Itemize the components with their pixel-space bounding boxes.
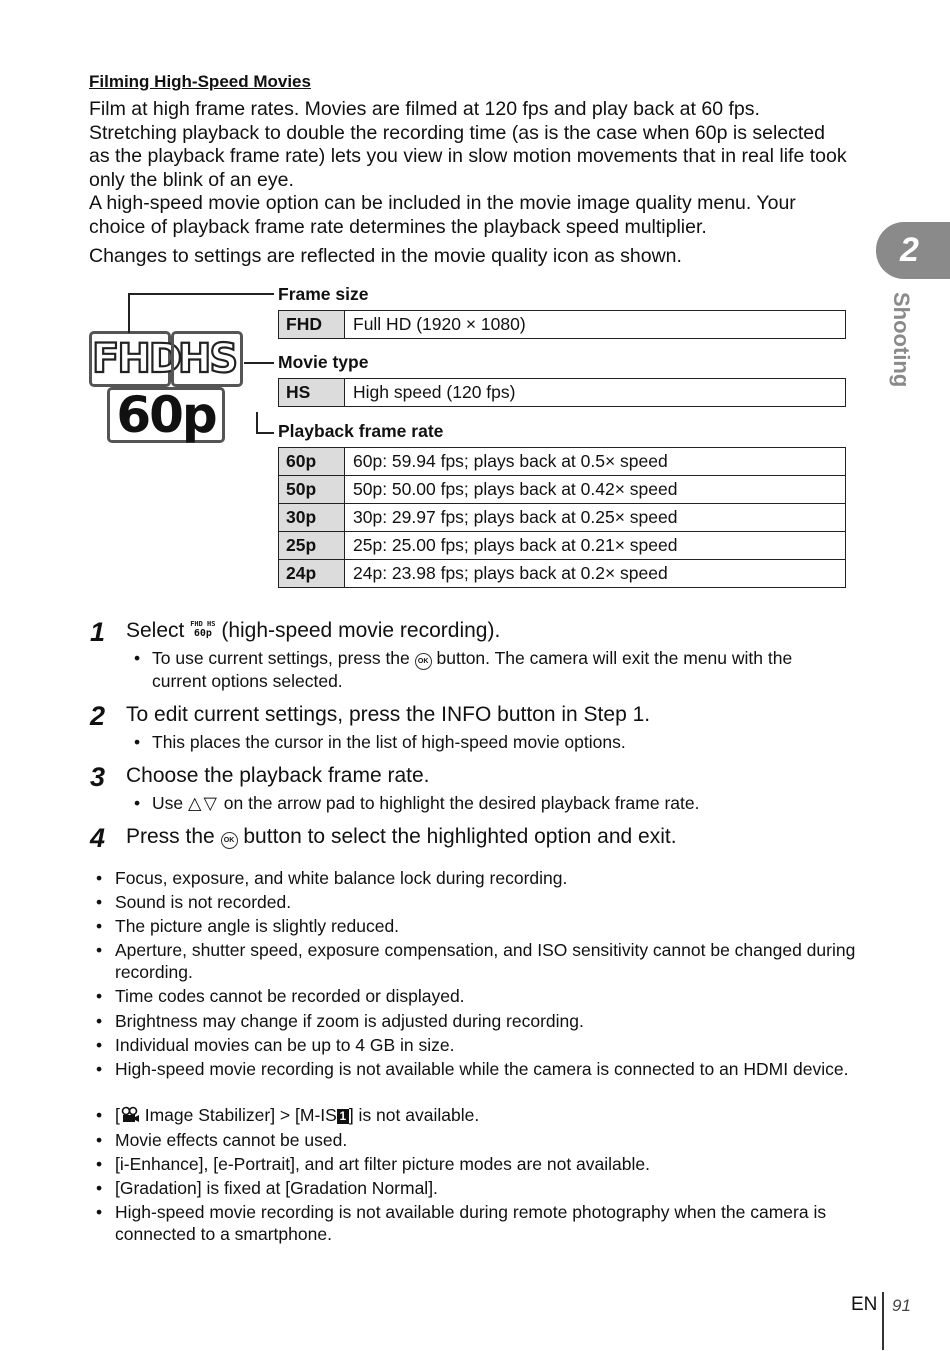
mini-icon-top: FHD HS (190, 620, 216, 628)
step-2-sub-text: This places the cursor in the list of high-speed movie options. (152, 732, 626, 752)
table-row (279, 560, 846, 588)
bullet: • (96, 1059, 103, 1079)
connector-frame-size-h (128, 293, 274, 295)
footer-divider (882, 1292, 884, 1350)
frame-size-desc: Full HD (1920 × 1080) (345, 311, 846, 339)
playback-table (278, 447, 846, 588)
note-text: Focus, exposure, and white balance lock during recording. (115, 868, 568, 888)
note-item (96, 1034, 856, 1056)
connector-frame-size-v (128, 293, 130, 333)
note-item (96, 891, 856, 913)
bullet: • (134, 732, 141, 752)
ok-button-icon: OK (415, 653, 432, 670)
note-text: [Gradation] is fixed at [Gradation Normal]. (115, 1178, 438, 1198)
icon-hs-box (171, 331, 243, 387)
bullet: • (134, 648, 141, 668)
bullet: • (134, 793, 141, 813)
icon-rate-text: 60p (116, 386, 216, 444)
mini-icon-rate: 60p (193, 628, 212, 639)
bullet: • (96, 892, 103, 912)
table-row (279, 532, 846, 560)
frame-size-table (278, 310, 846, 339)
connector-playback-h (256, 432, 274, 434)
icon-fhd-text: FHD (92, 336, 181, 382)
icon-fhd-box (89, 331, 181, 387)
step-1-sub-post: button. The camera will exit the menu with the current options selected. (152, 648, 793, 691)
note-item (96, 985, 856, 1007)
step-3-text: Choose the playback frame rate. (126, 764, 430, 787)
bullet: • (96, 1202, 103, 1222)
note-item (96, 1153, 856, 1175)
step-number: 4 (90, 823, 106, 853)
note-text: Sound is not recorded. (115, 892, 292, 912)
icon-hs-text: HS (177, 336, 237, 382)
intro-paragraph-2: A high-speed movie option can be included in the movie image quality menu. Your choice of playback frame rate determines the playback speed multiplier. (89, 192, 796, 238)
section-title: Filming High-Speed Movies (89, 72, 311, 91)
mode-number-badge: 1 (337, 1109, 349, 1124)
bullet: • (96, 940, 103, 960)
note-item (96, 1129, 856, 1151)
note-item (96, 1177, 856, 1199)
step-1-post: (high-speed movie recording). (215, 619, 501, 642)
chapter-label-text: Shooting (889, 292, 914, 388)
intro-text (89, 98, 849, 269)
note-item (96, 867, 856, 889)
playback-desc: 30p: 29.97 fps; plays back at 0.25× speed (345, 504, 846, 532)
bullet: • (96, 986, 103, 1006)
note-item (96, 915, 856, 937)
playback-desc: 24p: 23.98 fps; plays back at 0.2× speed (345, 560, 846, 588)
note-text: Brightness may change if zoom is adjusted during recording. (115, 1011, 584, 1031)
playback-code: 24p (279, 560, 345, 588)
note-text-stabilizer (96, 1104, 856, 1128)
step-1-sub-text (134, 647, 844, 693)
step-number: 2 (90, 701, 106, 731)
label-movie-type: Movie type (278, 352, 369, 372)
step-number: 1 (90, 617, 106, 647)
note9-mid: Image Stabilizer] > [M-IS (139, 1105, 337, 1125)
up-down-arrow-icon: △▽ (187, 794, 219, 814)
connector-playback-v (256, 412, 258, 433)
step-3-sub-text (134, 792, 844, 816)
note-item (96, 1058, 856, 1080)
movie-camera-icon (120, 1106, 140, 1128)
step-4-post: button to select the highlighted option and exit. (237, 825, 677, 848)
note-item (96, 1201, 856, 1245)
note-text: The picture angle is slightly reduced. (115, 916, 400, 936)
step-number: 3 (90, 762, 106, 792)
note-text: Movie effects cannot be used. (115, 1130, 348, 1150)
icon-rate-box (107, 387, 225, 443)
chapter-tab (876, 222, 950, 279)
movie-type-table (278, 378, 846, 407)
mini-movie-icon (190, 620, 215, 638)
step-1-sub-pre: To use current settings, press the (152, 648, 415, 668)
playback-code: 25p (279, 532, 345, 560)
chapter-label (886, 292, 916, 402)
playback-code: 30p (279, 504, 345, 532)
table-row (279, 504, 846, 532)
note-text: Aperture, shutter speed, exposure compensation, and ISO sensitivity cannot be changed during recording. (115, 940, 856, 982)
note9-pre: [ (115, 1105, 120, 1125)
note-item (96, 1010, 856, 1032)
intro-paragraph-1: Film at high frame rates. Movies are filmed at 120 fps and play back at 60 fps. Stretching playback to double the recording time (as is the case when 60p is selected as the playback frame rate) lets you view in slow motion movements that in real life took only the blink of an eye. (89, 98, 847, 191)
bullet: • (96, 916, 103, 936)
step-4-pre: Press the (126, 825, 221, 848)
step-1-sub (134, 647, 844, 693)
step-4-text (126, 825, 677, 849)
bullet: • (96, 1178, 103, 1198)
playback-desc: 50p: 50.00 fps; plays back at 0.42× speed (345, 476, 846, 504)
note-text: [i-Enhance], [e-Portrait], and art filter picture modes are not available. (115, 1154, 650, 1174)
movie-type-desc: High speed (120 fps) (345, 379, 846, 407)
step-2-text: To edit current settings, press the INFO button in Step 1. (126, 703, 651, 726)
bullet: • (96, 1154, 103, 1174)
step-1-pre: Select (126, 619, 191, 642)
chapter-number: 2 (900, 231, 919, 269)
label-frame-size: Frame size (278, 284, 369, 304)
table-row (279, 379, 846, 407)
frame-size-code: FHD (279, 311, 345, 339)
table-row (279, 476, 846, 504)
playback-code: 50p (279, 476, 345, 504)
note-text: Time codes cannot be recorded or displayed. (115, 986, 465, 1006)
ok-button-icon: OK (221, 832, 238, 849)
bullet: • (96, 1035, 103, 1055)
playback-desc: 25p: 25.00 fps; plays back at 0.21× speed (345, 532, 846, 560)
note-text: Individual movies can be up to 4 GB in size. (115, 1035, 455, 1055)
label-playback: Playback frame rate (278, 421, 444, 441)
step-3-sub-pre: Use (152, 793, 188, 813)
table-row (279, 311, 846, 339)
step-3-sub (134, 792, 844, 816)
table-row (279, 448, 846, 476)
note-item (96, 939, 856, 983)
bullet: • (96, 1011, 103, 1031)
note-text: High-speed movie recording is not available during remote photography when the camera is connected to a smartphone. (115, 1202, 827, 1244)
note-item (96, 1104, 856, 1128)
note9-post: ] is not available. (348, 1105, 480, 1125)
bullet: • (96, 1130, 103, 1150)
playback-code: 60p (279, 448, 345, 476)
step-3-sub-post: on the arrow pad to highlight the desired playback frame rate. (218, 793, 700, 813)
footer-language: EN (851, 1294, 878, 1315)
playback-desc: 60p: 59.94 fps; plays back at 0.5× speed (345, 448, 846, 476)
note-text: High-speed movie recording is not available while the camera is connected to an HDMI device. (115, 1059, 849, 1079)
bullet: • (96, 868, 103, 888)
step-2-sub (134, 731, 844, 754)
step-1-text (126, 619, 500, 643)
movie-type-code: HS (279, 379, 345, 407)
intro-paragraph-3: Changes to settings are reflected in the movie quality icon as shown. (89, 245, 682, 267)
movie-quality-icon (89, 331, 249, 443)
page-number: 91 (892, 1296, 911, 1315)
bullet: • (96, 1105, 103, 1125)
connector-movie-type (244, 362, 274, 364)
